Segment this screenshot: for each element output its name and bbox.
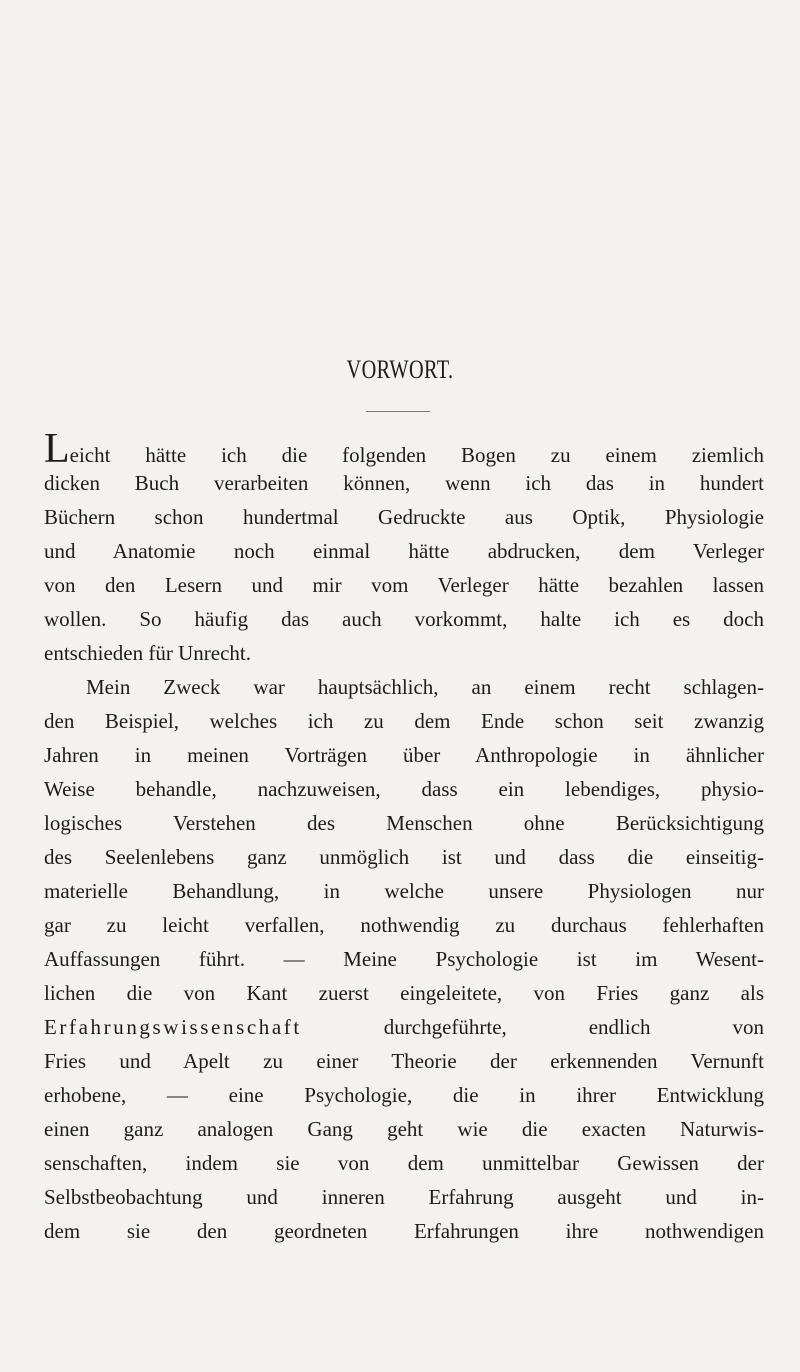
text-line-18 — [44, 1010, 764, 1044]
text-line-21: einen ganz analogen Gang geht wie die exacten Naturwis- — [44, 1117, 764, 1141]
text-line-1 — [44, 426, 764, 472]
text-line-10: Jahren in meinen Vorträgen über Anthropologie in ähnlicher — [44, 743, 764, 767]
initial-letter: L — [44, 426, 70, 472]
text-line-7: entschieden für Unrecht. — [44, 641, 251, 665]
text-line-24: dem sie den geordneten Erfahrungen ihre nothwendigen — [44, 1219, 764, 1243]
text-line-22: senschaften, indem sie von dem unmittelbar Gewissen der — [44, 1151, 764, 1175]
body-text — [44, 426, 764, 1248]
text-line-16: Auffassungen führt. — Meine Psychologie ist im Wesent- — [44, 947, 764, 971]
page-title: VORWORT. — [346, 355, 454, 384]
spaced-line-rest: durchgeführte, endlich von — [383, 1015, 764, 1039]
text-line-11: Weise behandle, nachzuweisen, dass ein lebendiges, physio- — [44, 777, 764, 801]
text-line-23: Selbstbeobachtung und inneren Erfahrung ausgeht und in- — [44, 1185, 764, 1209]
text-line-2: dicken Buch verarbeiten können, wenn ich das in hundert — [44, 471, 764, 495]
text-line-14: materielle Behandlung, in welche unsere Physiologen nur — [44, 879, 764, 903]
text-line-12: logisches Verstehen des Menschen ohne Berücksichtigung — [44, 811, 764, 835]
text-line-6: wollen. So häufig das auch vorkommt, halte ich es doch — [44, 607, 764, 631]
text-line-17: lichen die von Kant zuerst eingeleitete, von Fries ganz als — [44, 981, 764, 1005]
text-line-8: Mein Zweck war hauptsächlich, an einem recht schlagen- — [86, 675, 764, 699]
text-line-9: den Beispiel, welches ich zu dem Ende schon seit zwanzig — [44, 709, 764, 733]
text-line-19: Fries und Apelt zu einer Theorie der erkennenden Vernunft — [44, 1049, 764, 1073]
spaced-word: Erfahrungswissenschaft — [44, 1015, 302, 1039]
text-line-5: von den Lesern und mir vom Verleger hätte bezahlen lassen — [44, 573, 764, 597]
heading-divider — [366, 411, 430, 412]
text-line-4: und Anatomie noch einmal hätte abdrucken, dem Verleger — [44, 539, 764, 563]
text-line-15: gar zu leicht verfallen, nothwendig zu durchaus fehlerhaften — [44, 913, 764, 937]
first-line-rest: eicht hätte ich die folgenden Bogen zu einem ziemlich — [69, 443, 764, 467]
text-line-13: des Seelenlebens ganz unmöglich ist und dass die einseitig- — [44, 845, 764, 869]
text-line-20: erhobene, — eine Psychologie, die in ihrer Entwicklung — [44, 1083, 764, 1107]
text-line-3: Büchern schon hundertmal Gedruckte aus Optik, Physiologie — [44, 505, 764, 529]
